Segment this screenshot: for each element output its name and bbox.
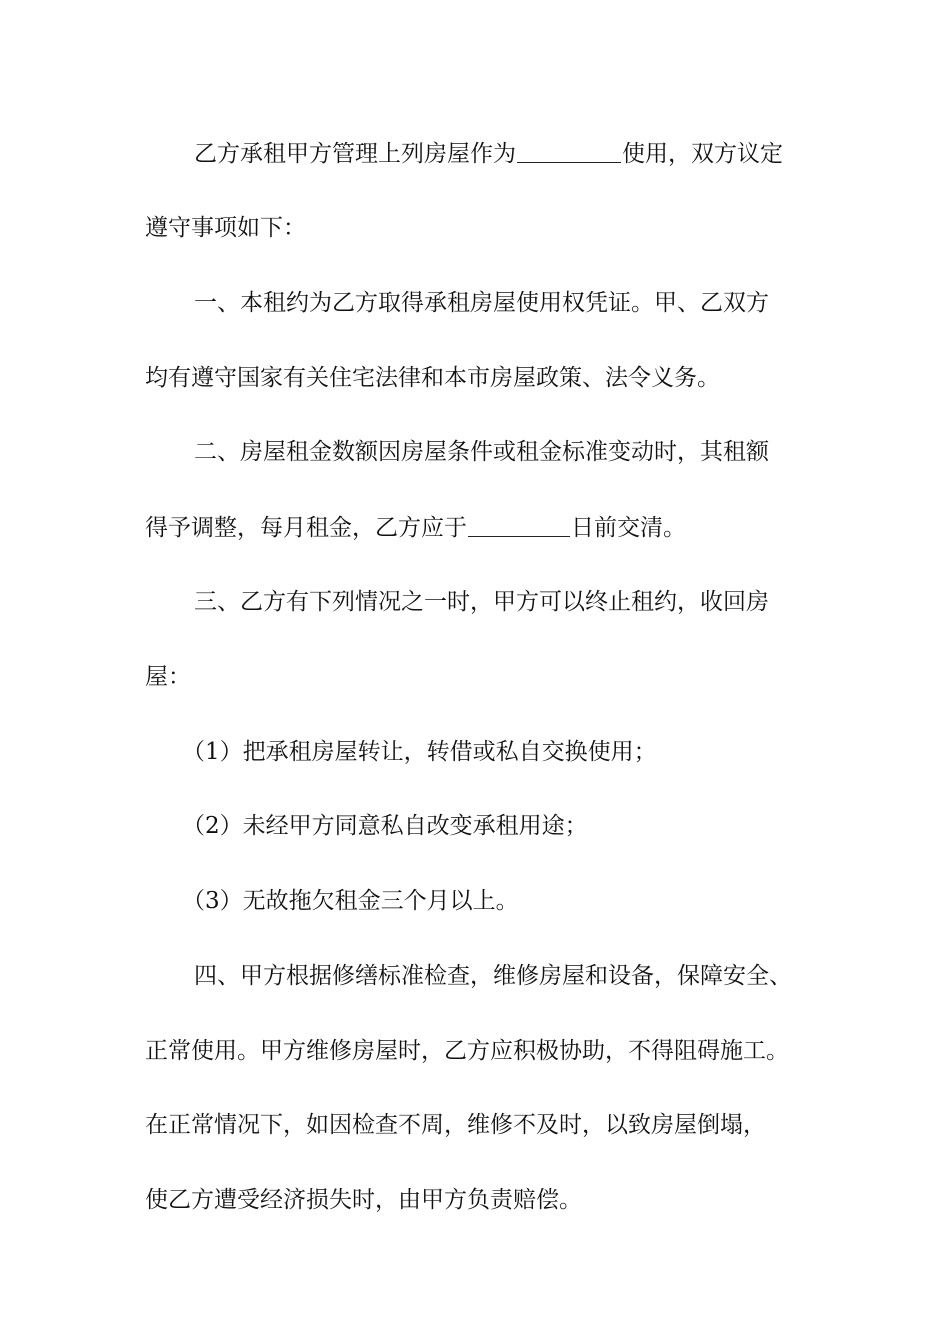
payment-day-blank (468, 516, 570, 537)
clause4-line-3: 在正常情况下，如因检查不周，维修不及时，以致房屋倒塌， (145, 1112, 766, 1138)
clause4-line-1: 四、甲方根据修缮标准检查，维修房屋和设备，保障安全、 (194, 963, 792, 989)
clause3-line-1: 三、乙方有下列情况之一时，甲方可以终止租约，收回房 (194, 589, 769, 615)
clause3-line-2: 屋： (145, 664, 191, 690)
clause1-line-2: 均有遵守国家有关住宅法律和本市房屋政策、法令义务。 (145, 365, 720, 391)
clause2-line-1: 二、房屋租金数额因房屋条件或租金标准变动时，其租额 (194, 439, 769, 465)
intro-text-after-blank: 使用，双方议定 (622, 141, 783, 167)
clause2-text-before-blank: 得予调整，每月租金，乙方应于 (145, 515, 467, 541)
intro-line-2: 遵守事项如下： (145, 215, 306, 241)
clause4-line-4: 使乙方遭受经济损失时，由甲方负责赔偿。 (145, 1187, 582, 1213)
intro-line-1 (194, 142, 783, 166)
clause2-text-after-blank: 日前交清。 (571, 515, 686, 541)
clause3-item: （1）把承租房屋转让，转借或私自交换使用； (182, 739, 657, 765)
clause3-item: （3）无故拖欠租金三个月以上。 (182, 888, 519, 914)
clause1-line-1: 一、本租约为乙方取得承租房屋使用权凭证。甲、乙双方 (194, 290, 769, 316)
clause3-item: （2）未经甲方同意私自改变承租用途； (182, 813, 588, 839)
intro-text-before-blank: 乙方承租甲方管理上列房屋作为 (194, 141, 516, 167)
clause2-line-2 (145, 516, 686, 540)
clause4-line-2: 正常使用。甲方维修房屋时，乙方应积极协助，不得阻碍施工。 (145, 1038, 789, 1064)
usage-blank (517, 142, 621, 163)
